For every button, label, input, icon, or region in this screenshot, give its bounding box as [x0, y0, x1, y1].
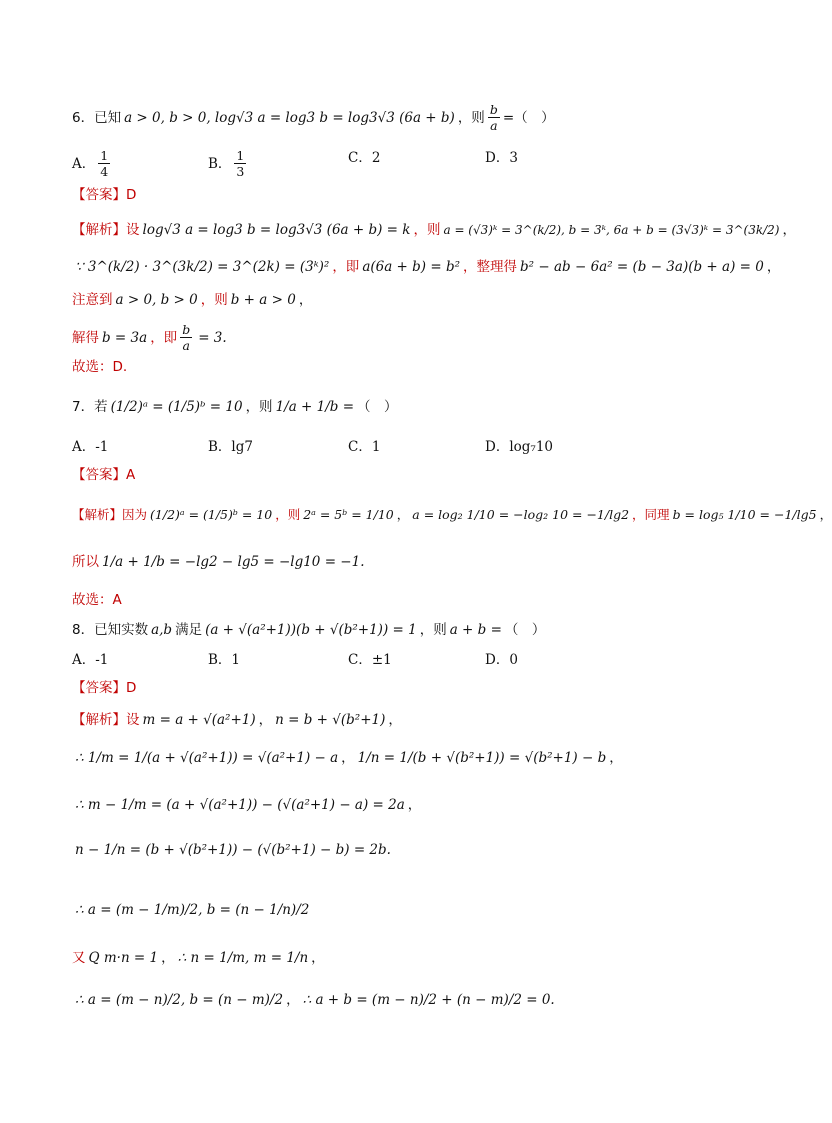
q6-analysis-line-2: [72, 257, 780, 277]
analysis-formula: 2ᵃ = 5ᵇ = 1/10: [303, 507, 394, 522]
punctuation: ，: [819, 507, 832, 522]
q7-option-c: C．1: [348, 439, 381, 455]
analysis-formula: n = b + √(b²+1): [275, 712, 386, 728]
analysis-formula: a = (√3)ᵏ = 3^(k/2), b = 3ᵏ, 6a + b = (3√3)ᵏ = 3^(3k/2): [443, 223, 780, 237]
q6-option-d: D．3: [485, 150, 518, 166]
q8-analysis-line-3: [72, 795, 421, 815]
q7-answer: [72, 465, 135, 485]
q7-choose: 故选：A: [72, 592, 122, 608]
analysis-formula: 1/a + 1/b = −lg2 − lg5 = −lg10 = −1.: [102, 554, 365, 570]
analysis-formula: m = a + √(a²+1): [142, 712, 256, 728]
fraction-denominator: 3: [236, 164, 245, 179]
q7-option-d: D．log₇10: [485, 439, 554, 455]
analysis-formula: b = 3a: [102, 329, 148, 346]
analysis-text: ，则: [275, 507, 301, 522]
analysis-text: 因为: [122, 507, 148, 522]
analysis-formula: ∴ m − 1/m = (a + √(a²+1)) − (√(a²+1) − a) = 2a: [75, 797, 405, 813]
analysis-formula: ∴ a = (m − n)/2, b = (n − m)/2: [75, 992, 284, 1008]
q8-number: 8．已知实数: [72, 622, 149, 638]
analysis-formula: a > 0, b > 0: [115, 292, 198, 308]
q8-analysis-line-1: [72, 710, 402, 730]
q7-option-a: A．-1: [72, 439, 109, 455]
analysis-formula: Q m·n = 1: [88, 950, 159, 966]
punctuation: ，: [298, 292, 313, 308]
analysis-formula: a = log₂ 1/10 = −log₂ 10 = −1/lg2: [412, 507, 630, 522]
analysis-text: 注意到: [72, 292, 113, 308]
analysis-formula: n − 1/n = (b + √(b²+1)) − (√(b²+1) − b) = 2b.: [75, 842, 391, 858]
analysis-tag: 【解析】: [72, 222, 126, 238]
q7-analysis-line-1: [72, 505, 832, 525]
analysis-formula: ∴ n = 1/m, m = 1/n: [177, 950, 309, 966]
q8-answer-blank: （ ）: [504, 622, 546, 638]
q7-expression: 1/a + 1/b =: [275, 399, 355, 415]
q8-option-a: A．-1: [72, 652, 109, 668]
q6-analysis-line-4: [72, 322, 230, 353]
analysis-formula: ∴ a = (m − 1/m)/2, b = (n − 1/n)/2: [75, 902, 310, 918]
q6-answer: [72, 185, 136, 205]
analysis-formula: ∴ a + b = (m − n)/2 + (n − m)/2 = 0.: [302, 992, 555, 1008]
analysis-text: ，即: [332, 259, 360, 275]
option-fraction: [98, 148, 110, 179]
q8-stem: [72, 620, 545, 640]
punctuation: ，: [782, 222, 796, 238]
punctuation: ，: [396, 507, 410, 522]
fraction-denominator: a: [182, 338, 190, 353]
q7-analysis-line-2: [72, 552, 368, 572]
analysis-text: ，整理得: [463, 259, 518, 275]
analysis-formula: ∴ 1/m = 1/(a + √(a²+1)) = √(a²+1) − a: [75, 750, 339, 766]
q8-analysis-line-2: [72, 748, 623, 768]
q6-stem: [72, 102, 555, 133]
analysis-formula: b = log₅ 1/10 = −1/lg5: [672, 507, 817, 522]
punctuation: ，: [388, 712, 402, 728]
punctuation: ，: [161, 950, 175, 966]
q6-fraction: [488, 102, 500, 133]
fraction-numerator: b: [489, 102, 498, 117]
analysis-text: 解得: [72, 329, 99, 346]
q6-option-c: C．2: [348, 150, 381, 166]
analysis-text: 又: [72, 950, 86, 966]
q8-variables: a,b: [151, 622, 173, 638]
q7-condition: (1/2)ᵃ = (1/5)ᵇ = 10: [110, 399, 243, 415]
q8-analysis-line-7: [72, 990, 558, 1010]
fraction-numerator: 1: [100, 148, 109, 163]
option-label: B．: [208, 155, 232, 172]
q8-stem-text: ，则: [419, 622, 447, 638]
q6-answer-blank: =（ ）: [502, 109, 555, 126]
q8-answer: [72, 678, 136, 698]
q7-stem-text: ，则: [245, 399, 273, 415]
punctuation: ，: [766, 259, 781, 275]
option-fraction: [234, 148, 246, 179]
analysis-formula: b² − ab − 6a² = (b − 3a)(b + a) = 0: [520, 259, 764, 275]
q8-analysis-line-4: [72, 840, 394, 860]
q6-number: 6．已知: [72, 109, 122, 126]
analysis-text: 设: [126, 222, 140, 238]
answer-value: D: [126, 680, 137, 696]
punctuation: ，: [407, 797, 422, 813]
analysis-text: 设: [126, 712, 140, 728]
q7-answer-blank: （ ）: [357, 399, 398, 415]
answer-tag: 【答案】: [72, 467, 126, 483]
analysis-formula: b + a > 0: [230, 292, 296, 308]
fraction-numerator: 1: [236, 148, 245, 163]
q6-choose: 故选：D.: [72, 359, 128, 375]
analysis-tag: 【解析】: [72, 507, 123, 522]
punctuation: ，: [311, 950, 325, 966]
q8-analysis-line-6: [72, 948, 325, 968]
fraction-denominator: a: [490, 118, 498, 133]
q6-analysis-line-3: [72, 290, 312, 310]
q8-option-c: C．±1: [348, 652, 392, 668]
q6-analysis-line-1: [72, 220, 796, 240]
punctuation: ，: [286, 992, 300, 1008]
q6-option-a: [72, 148, 113, 179]
q8-condition: (a + √(a²+1))(b + √(b²+1)) = 1: [205, 622, 417, 638]
q8-option-d: D．0: [485, 652, 518, 668]
q8-expression: a + b =: [449, 622, 502, 638]
q6-condition: a > 0, b > 0, log√3 a = log3 b = log3√3 (6a + b): [124, 109, 455, 126]
analysis-text: 所以: [72, 554, 99, 570]
q8-analysis-line-5: [72, 900, 312, 920]
analysis-formula: (1/2)ᵃ = (1/5)ᵇ = 10: [150, 507, 273, 522]
fraction-numerator: b: [182, 322, 191, 337]
punctuation: ，: [609, 750, 623, 766]
analysis-text: ，同理: [632, 507, 670, 522]
q7-number: 7．若: [72, 399, 108, 415]
q7-option-b: B．lg7: [208, 439, 253, 455]
punctuation: ，: [258, 712, 273, 728]
punctuation: ，: [341, 750, 355, 766]
answer-value: D: [126, 187, 137, 203]
q6-stem-text: ，则: [457, 109, 485, 126]
option-label: A．: [72, 155, 96, 172]
analysis-tag: 【解析】: [72, 712, 126, 728]
answer-value: A: [126, 467, 136, 483]
analysis-formula: ∵ 3^(k/2) · 3^(3k/2) = 3^(2k) = (3ᵏ)²: [75, 259, 330, 275]
analysis-formula: 1/n = 1/(b + √(b²+1)) = √(b²+1) − b: [357, 750, 607, 766]
q7-stem: [72, 397, 398, 417]
analysis-fraction: [180, 322, 192, 353]
fraction-denominator: 4: [100, 164, 109, 179]
analysis-formula: = 3.: [198, 329, 227, 346]
analysis-formula: log√3 a = log3 b = log3√3 (6a + b) = k: [142, 222, 411, 238]
analysis-formula: a(6a + b) = b²: [362, 259, 461, 275]
analysis-text: ，即: [150, 329, 178, 346]
q8-stem-text: 满足: [175, 622, 203, 638]
q8-option-b: B．1: [208, 652, 241, 668]
answer-tag: 【答案】: [72, 680, 126, 696]
q6-option-b: [208, 148, 249, 179]
answer-tag: 【答案】: [72, 187, 126, 203]
analysis-text: ，则: [200, 292, 228, 308]
analysis-text: ，则: [413, 222, 441, 238]
